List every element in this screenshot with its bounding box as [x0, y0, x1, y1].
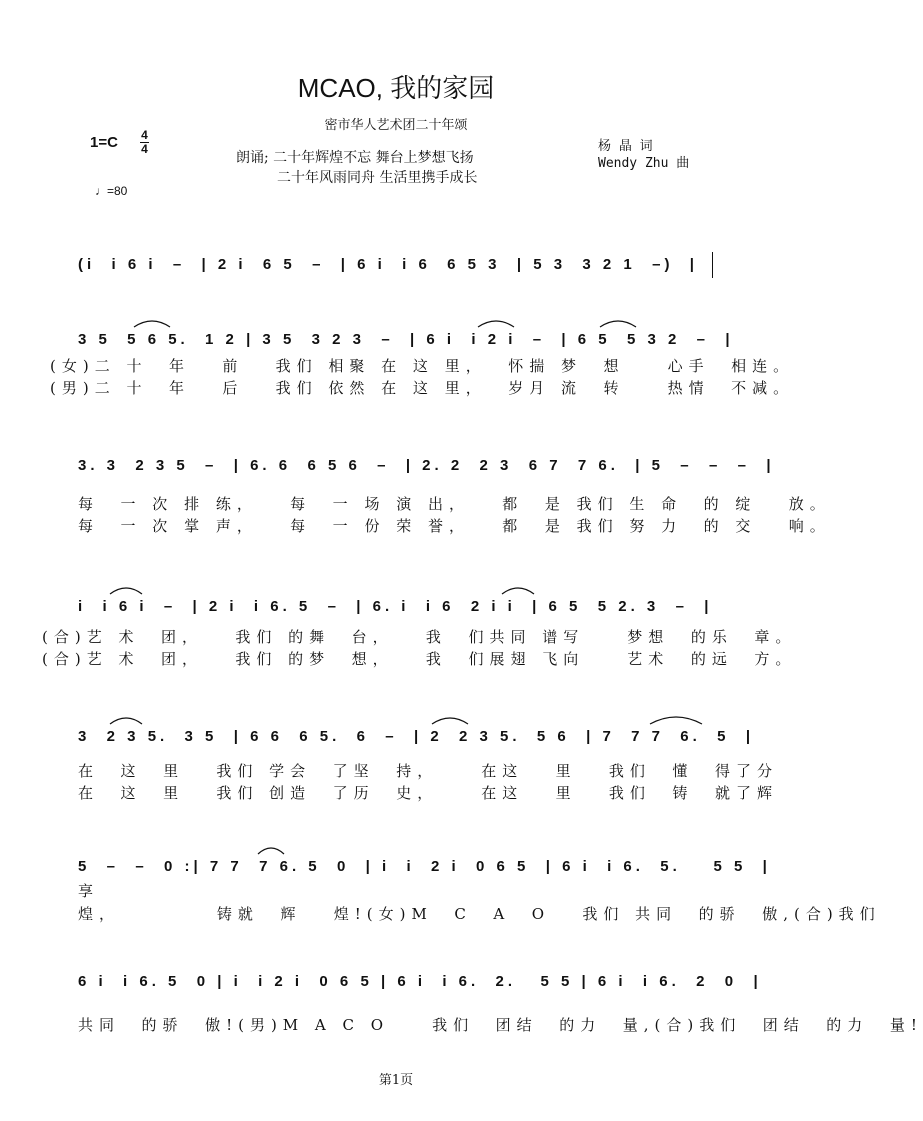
slur-mark — [108, 582, 144, 596]
lyric-line-2: 煌， 铸就 辉 煌!(女)M C A O 我们 共同 的骄 傲,(合)我们 — [78, 905, 881, 923]
song-title: MCAO, 我的家园 — [297, 73, 495, 103]
final-barline — [712, 252, 713, 278]
slur-mark — [256, 842, 286, 856]
lyric-line-1: (合)艺 术 团， 我们 的舞 台， 我 们共同 谱写 梦想 的乐 章。 — [42, 628, 797, 646]
slur-mark — [476, 315, 516, 329]
slur-mark — [648, 712, 704, 726]
notation-line: i i 6 i – | 2 i i 6. 5 – | 6. i i 6 2 i i | 6 5 5 2. 3 – | — [78, 598, 713, 615]
notation-line: 6 i i 6. 5 0 | i i 2 i 0 6 5 | 6 i i 6. 2. 5 5 | 6 i i 6. 2 0 | — [78, 973, 762, 990]
slur-mark — [430, 712, 470, 726]
lyric-line-1: 每 一 次 排 练， 每 一 场 演 出， 都 是 我们 生 命 的 绽 放。 — [78, 495, 831, 513]
slur-mark — [132, 315, 172, 329]
lyric-line-2: (合)艺 术 团， 我们 的梦 想， 我 们展翅 飞向 艺术 的远 方。 — [42, 650, 797, 668]
lyric-line-1: (女)二 十 年 前 我们 相聚 在 这 里， 怀揣 梦 想 心手 相连。 — [50, 357, 795, 375]
time-signature — [140, 129, 149, 156]
credits-block — [598, 138, 689, 172]
slur-mark — [108, 712, 144, 726]
tempo-marking: ♩=80 — [95, 184, 128, 198]
notation-line: 5 – – 0 :| 7 7 7 6. 5 0 | i i 2 i 0 6 5 | 6 i i 6. 5. 5 5 | — [78, 858, 771, 875]
slur-mark — [500, 582, 536, 596]
lyric-line-1: 在 这 里 我们 学会 了坚 持， 在这 里 我们 懂 得了分 — [78, 762, 778, 780]
notation-line: (i i 6 i – | 2 i 6 5 – | 6 i i 6 6 5 3 | 5 3 3 2 1 –) | — [78, 256, 698, 273]
page-number: 第1页 — [378, 1073, 414, 1088]
lyric-line-1: 享 — [78, 882, 100, 900]
lyric-line-2: (男)二 十 年 后 我们 依然 在 这 里， 岁月 流 转 热情 不减。 — [50, 379, 795, 397]
lyric-line-2: 在 这 里 我们 创造 了历 史， 在这 里 我们 铸 就了辉 — [78, 784, 778, 802]
time-signature-bottom: 4 — [141, 142, 148, 156]
lyric-line-2: 每 一 次 掌 声， 每 一 份 荣 誉， 都 是 我们 努 力 的 交 响。 — [78, 517, 831, 535]
time-signature-top: 4 — [141, 128, 148, 142]
notation-line: 3. 3 2 3 5 – | 6. 6 6 5 6 – | 2. 2 2 3 6 7 7 6. | 5 – – – | — [78, 457, 775, 474]
key-signature: 1=C — [90, 134, 118, 151]
recitation-line-2: 二十年风雨同舟 生活里携手成长 — [277, 170, 478, 186]
notation-line: 3 5 5 6 5. 1 2 | 3 5 3 2 3 – | 6 i i 2 i – | 6 5 5 3 2 – | — [78, 331, 734, 348]
notation-line: 3 2 3 5. 3 5 | 6 6 6 5. 6 – | 2 2 3 5. 5 6 | 7 7 7 6. 5 | — [78, 728, 755, 745]
lyric-line-1: 共同 的骄 傲!(男)M A C O 我们 团结 的力 量,(合)我们 团结 的力 量! — [78, 1016, 923, 1034]
recitation-block — [236, 148, 477, 188]
composer-credit: Wendy Zhu 曲 — [598, 156, 690, 171]
lyricist-credit: 杨 晶 词 — [598, 139, 653, 154]
slur-mark — [598, 315, 638, 329]
song-subtitle: 密市华人艺术团二十年颂 — [324, 118, 468, 133]
recitation-line-1: 朗诵; 二十年辉煌不忘 舞台上梦想飞扬 — [236, 150, 474, 166]
